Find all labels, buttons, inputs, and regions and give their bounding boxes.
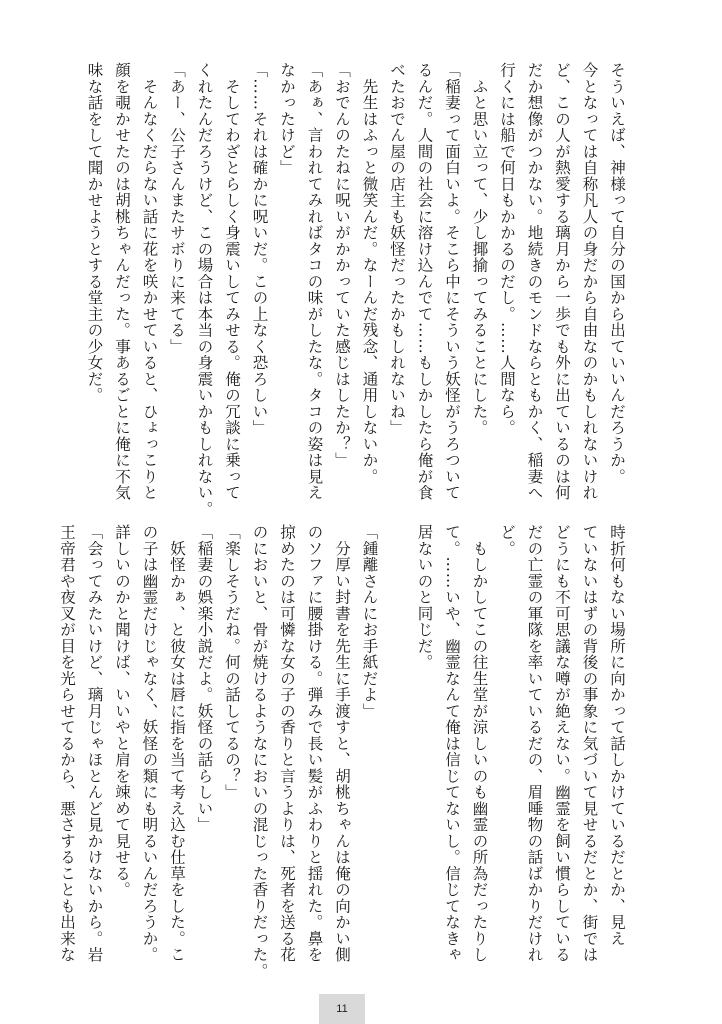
text-line: くれたんだろうけど、この場合は本当の身震いかもしれない。 bbox=[195, 62, 214, 517]
text-line: 詳しいのかと聞けば、いいやと肩を竦めて見せる。 bbox=[113, 524, 131, 898]
text-line: 「あぁ、言われてみればタコの味がしたな。タコの姿は見え bbox=[305, 62, 324, 501]
text-line: 「おでんのたねに呪いがかかっていた感じはしたか？」 bbox=[333, 62, 351, 469]
text-line: そういえば、神様って自分の国から出ていいんだろうか。 bbox=[608, 62, 626, 485]
text-line bbox=[383, 524, 411, 976]
text-line: 妖怪かぁ、と彼女は唇に指を当て考え込む仕草をした。こ bbox=[168, 524, 186, 963]
text-line: 「鍾離さんにお手紙だよ」 bbox=[360, 524, 379, 719]
upper-text-block bbox=[80, 62, 630, 517]
text-line: 「楽しそうだね。何の話してるの？」 bbox=[223, 524, 241, 801]
text-line: 分厚い封書を先生に手渡すと、胡桃ちゃんは俺の向かい側 bbox=[333, 524, 351, 963]
text-line: だか想像がつかない。地続きのモンドならともかく、稲妻へ bbox=[525, 62, 544, 501]
text-line: もしかしてこの往生堂が涼しいのも幽霊の所為だったりし bbox=[470, 524, 489, 963]
text-line: 王帝君や夜叉が目を光らせてるから、悪さすることも出来な bbox=[58, 524, 76, 963]
text-line: の子は幽霊だけじゃなく、妖怪の類にも明るいんだろうか。 bbox=[140, 524, 159, 963]
text-line: 「稲妻の娯楽小説だよ。妖怪の話らしい」 bbox=[195, 524, 214, 833]
text-line: そんなくだらない話に花を咲かせていると、ひょっこりと bbox=[140, 62, 159, 501]
text-line: 「稲妻って面白いよ。そこら中にそういう妖怪がうろついて bbox=[443, 62, 461, 501]
text-line: のソファに腰掛ける。弾みで長い髪がふわりと揺れた。鼻を bbox=[305, 524, 324, 963]
text-line: て。……いや、幽霊なんて俺は信じてないし。信じてなきゃ bbox=[443, 524, 461, 963]
text-line: どうにも不可思議な噂が絶えない。幽霊を飼い慣らしている bbox=[553, 524, 571, 963]
text-line: 「……それは確かに呪いだ。この上なく恐ろしい」 bbox=[250, 62, 269, 436]
text-line: 顔を覗かせたのは胡桃ちゃんだった。事あるごとに俺に不気 bbox=[113, 62, 131, 501]
text-line: ていないはずの背後の事象に気づいて見せるだとか、街では bbox=[580, 524, 599, 963]
page-number: 11 bbox=[319, 994, 365, 1024]
text-line: そしてわざとらしく身震いしてみせる。俺の冗談に乗って bbox=[223, 62, 241, 501]
text-line: 時折何もない場所に向かって話しかけているだとか、見え bbox=[608, 524, 626, 947]
text-line: のにおいと、骨が焼けるようなにおいの混じった香りだった。 bbox=[250, 524, 269, 979]
text-line: ふと思い立って、少し揶揄ってみることにした。 bbox=[470, 62, 489, 436]
text-line: 行くには船で何日もかかるのだし。……人間なら。 bbox=[498, 62, 516, 436]
text-line: 先生はふっと微笑んだ。なーんだ残念、通用しないか。 bbox=[360, 62, 379, 485]
text-line: べたおでん屋の店主も妖怪だったかもしれないね」 bbox=[388, 62, 406, 436]
text-line: 今となっては自称凡人の身だから自由なのかもしれないけれ bbox=[580, 62, 599, 501]
text-line: 「あー、公子さんまたサボりに来てる」 bbox=[168, 62, 186, 355]
text-line: 「会ってみたいけど、璃月じゃほとんど見かけないから。岩 bbox=[85, 524, 104, 963]
text-line: るんだ。人間の社会に溶け込んでて……もしかしたら俺が食 bbox=[415, 62, 434, 501]
text-line: 味な話をして聞かせようとする堂主の少女だ。 bbox=[85, 62, 104, 404]
text-line: ど、この人が熱愛する璃月から一歩でも外に出ているのは何 bbox=[553, 62, 571, 501]
text-line: 居ないのと同じだ。 bbox=[415, 524, 434, 671]
text-line: だの亡霊の軍隊を率いているだの、眉唾物の話ばかりだけれ bbox=[525, 524, 544, 963]
text-line: ど。 bbox=[498, 524, 516, 557]
text-line: なかったけど」 bbox=[278, 62, 296, 176]
lower-text-block bbox=[53, 524, 631, 979]
text-line: 掠めたのは可憐な女の子の香りと言うよりは、死者を送る花 bbox=[278, 524, 296, 963]
